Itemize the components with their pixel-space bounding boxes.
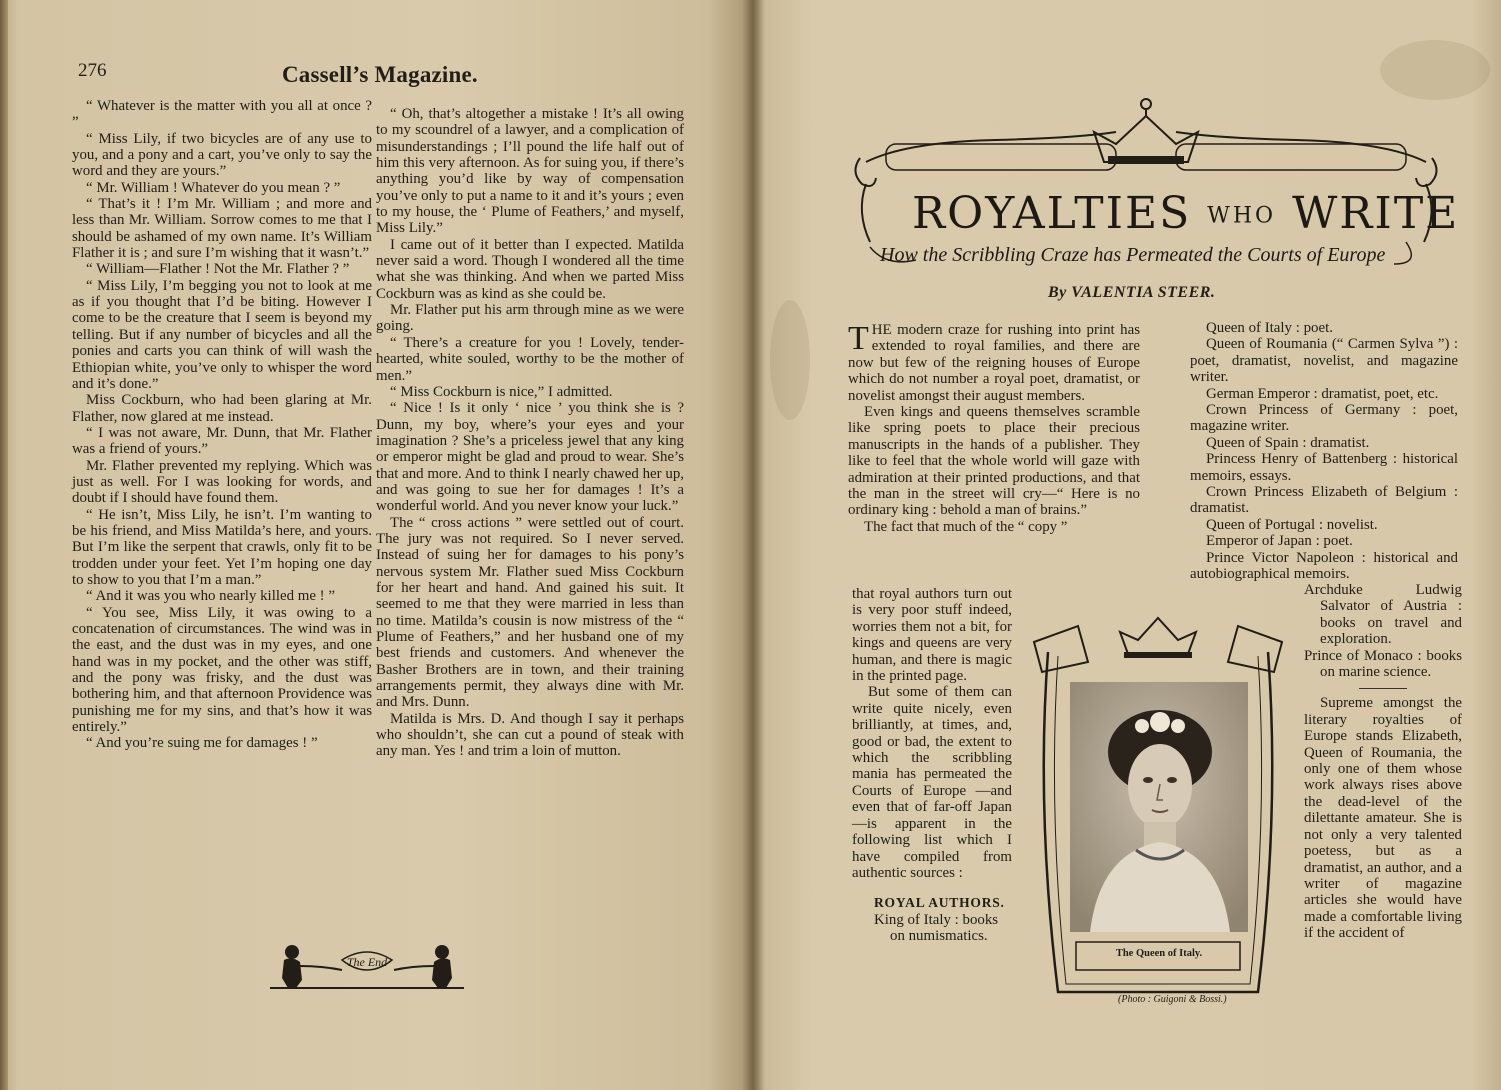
intro-paragraph: HE modern craze for rushing into print has extended to royal families, and there are now but few of the reigning houses of Europe which do not number a royal poet, dramatist, or novelist amongst their august members. — [848, 322, 1140, 404]
royal-authors-heading: ROYAL AUTHORS. — [874, 895, 1005, 911]
story-paragraph: I came out of it better than I expected. Matilda never said a word. Though I wondered all the time what she was thinking. And when we parted Miss Cockburn was as kind as she could be. — [376, 236, 684, 302]
article-paragraph: The fact that much of the “ copy ” — [864, 518, 1068, 535]
story-column-1 — [72, 98, 372, 752]
royal-author-item: Queen of Roumania (“ Carmen Sylva ”) : poet, dramatist, novelist, and magazine writer. — [1190, 336, 1458, 386]
article-column-1-narrow — [852, 586, 1012, 945]
story-paragraph: Mr. Flather put his arm through mine as we were going. — [376, 302, 684, 335]
title-who: WHO — [1207, 203, 1277, 229]
royal-author-item: Crown Princess of Germany : poet, magazine writer. — [1190, 402, 1458, 435]
article-column-1-top — [848, 322, 1140, 535]
story-paragraph: “ Miss Lily, if two bicycles are of any use to you, and a pony and a cart, you’ve only to say the word and they are yours.” — [72, 130, 372, 180]
story-paragraph: “ He isn’t, Miss Lily, he isn’t. I’m wanting to be his friend, and Miss Matilda’s here, and yours. But I’m like the serpent that crawls, only fit to be trodden under your feet. Yet I’m hoping one day to show to you that I’m a man.” — [72, 506, 372, 588]
article-byline: By VALENTIA STEER. — [1048, 284, 1216, 301]
drop-cap: T — [848, 320, 869, 357]
page-number: 276 — [78, 60, 107, 81]
story-paragraph: The “ cross actions ” were settled out of court. The jury was not required. So I never served. Instead of suing her for damages to his pony’s nervous system Mr. Flather sued Miss Cockburn for her heart and hand. And gained his suit. It seemed to me that they were married in less than no time. Matilda’s cousin is now mistress of the “ Plume of Feathers,” and her husband one of my best friends and customers. And whenever the Basher Brothers are in town, and their training arrangements permit, they always dine with Mr. and Mrs. Dunn. — [376, 514, 684, 711]
story-paragraph: “ Oh, that’s altogether a mistake ! It’s all owing to my scoundrel of a lawyer, and a complication of misunderstandings ; I’ll pound the life half out of him this very afternoon. As for suing you, if there’s anything you’d like by way of compensation you’ve only to put a name to it and it’s yours ; even to my house, the ‘ Plume of Feathers,’ and myself, Miss Lily.” — [376, 106, 684, 237]
photo-credit: (Photo : Guigoni & Bossi.) — [1118, 994, 1227, 1005]
article-column-2-narrow — [1304, 582, 1462, 942]
story-paragraph: “ Miss Cockburn is nice,” I admitted. — [390, 383, 613, 400]
story-paragraph: “ Nice ! Is it only ‘ nice ’ you think she is ? Dunn, my boy, where’s your eyes and your imagination ? She’s a priceless jewel that any king or emperor might be glad and proud to wear. She’s that and more. And to think I nearly chawed her up, and was going to sue her for damages ! It’s a wonderful world. And you never know your luck.” — [376, 400, 684, 515]
article-paragraph: But some of them can write quite nicely, even brilliantly, at times, and, good or bad, the extent to which the scribbling mania has permeated the Courts of Europe —and even that of far-off Japan—is apparent in the following list which I have compiled from authentic sources : — [852, 684, 1012, 881]
story-paragraph: “ And you’re suing me for damages ! ” — [86, 735, 318, 752]
running-head: Cassell’s Magazine. — [282, 62, 478, 87]
title-write: WRITE — [1292, 188, 1460, 239]
story-paragraph: “ You see, Miss Lily, it was owing to a concatenation of circumstances. The wind was in the east, and the dust was in my eyes, and one hand was in my pocket, and the other was stiff, and the pony was frisky, and the dust was bothering him, and that afternoon Providence was punishing me for my sins, and that’s how it was entirely.” — [72, 604, 372, 736]
story-column-2 — [376, 106, 684, 760]
royal-author-item: Queen of Spain : dramatist. — [1206, 434, 1370, 451]
the-end-text: The End — [346, 955, 388, 969]
paper-stain — [1380, 40, 1490, 100]
story-paragraph: “ There’s a creature for you ! Lovely, tender-hearted, white souled, worthy to be the mother of men.” — [376, 334, 684, 384]
queen-of-italy-portrait — [1070, 682, 1248, 932]
story-paragraph: “ And it was you who nearly killed me ! ” — [86, 588, 335, 605]
article-column-2-top — [1174, 320, 1458, 583]
royal-author-item: Queen of Portugal : novelist. — [1206, 516, 1378, 533]
story-paragraph: “ Miss Lily, I’m begging you not to look at me as if you thought that I’d be biting. However I come to be the creature that I seem is beyond my telling. But if any number of bicycles and all the ponies and carts you can think of will wash the Ethiopian white, you’ve only to whisper the word and it’s done.” — [72, 277, 372, 392]
story-paragraph: Mr. Flather prevented my replying. Which was just as well. For I was looking for words, and doubt if I should have found them. — [72, 457, 372, 507]
article-subtitle: How the Scribbling Craze has Permeated the Courts of Europe — [880, 244, 1386, 266]
story-paragraph: Miss Cockburn, who had been glaring at Mr. Flather, now glared at me instead. — [72, 392, 372, 425]
title-royalties: ROYALTIES — [912, 188, 1192, 239]
story-paragraph: “ Whatever is the matter with you all at once ? ” — [72, 98, 372, 131]
story-paragraph: “ I was not aware, Mr. Dunn, that Mr. Flather was a friend of yours.” — [72, 424, 372, 458]
royal-author-item: German Emperor : dramatist, poet, etc. — [1206, 385, 1439, 402]
royal-author-item: Archduke Ludwig Salvator of Austria : books on travel and exploration. — [1304, 582, 1462, 648]
photo-caption: The Queen of Italy. — [1115, 948, 1203, 959]
royal-author-item: King of Italy : books on numismatics. — [874, 911, 999, 945]
royal-author-item: Queen of Italy : poet. — [1206, 320, 1333, 336]
royal-author-item: Prince of Monaco : books on marine science. — [1304, 647, 1462, 681]
paper-stain — [770, 300, 810, 420]
story-paragraph: “ Mr. William ! Whatever do you mean ? ” — [86, 179, 341, 196]
story-paragraph: Matilda is Mrs. D. And though I say it perhaps who shouldn’t, she can cut a pound of steak with any man. Yes ! and trim a loin of mutton. — [376, 710, 684, 760]
royal-author-item: Princess Henry of Battenberg : historical memoirs, essays. — [1190, 451, 1458, 484]
article-paragraph: Even kings and queens themselves scramble like spring poets to place their precious manuscripts in the hands of a publisher. They like to feel that the whole world will gaze with admiration at their printed productions, and that the man in the street will cry—“ Here is no ordinary king : behold a man of brains.” — [848, 404, 1140, 519]
royal-author-item: Emperor of Japan : poet. — [1206, 533, 1353, 550]
article-paragraph: that royal authors turn out is very poor stuff indeed, worries them not a bit, for kings and queens are very human, and there is magic in the printed page. — [852, 586, 1012, 685]
article-title — [912, 190, 1459, 241]
book-gutter — [742, 0, 764, 1090]
book-edge — [0, 0, 8, 1090]
story-paragraph: “ William—Flather ! Not the Mr. Flather ? ” — [86, 261, 350, 278]
story-paragraph: “ That’s it ! I’m Mr. William ; and more and less than Mr. William. Sorrow comes to me that I should be ashamed of my own name. It’s William Flather it is ; and sure I’m wishing that it wasn’t.” — [72, 196, 372, 262]
royal-author-item: Prince Victor Napoleon : historical and autobiographical memoirs. — [1190, 549, 1458, 583]
royal-author-item: Crown Princess Elizabeth of Belgium : dramatist. — [1190, 484, 1458, 517]
the-end-ornament — [262, 936, 472, 996]
closing-paragraph: Supreme amongst the literary royalties of Europe stands Elizabeth, Queen of Roumania, the only one of them whose work always rises above the dead-level of the dilettante amateur. She is not only a very talented poetess, but as a dramatist, an author, and a writer of magazine articles she would have made a comfortable living if the accident of — [1304, 695, 1462, 942]
section-rule — [1359, 688, 1407, 689]
